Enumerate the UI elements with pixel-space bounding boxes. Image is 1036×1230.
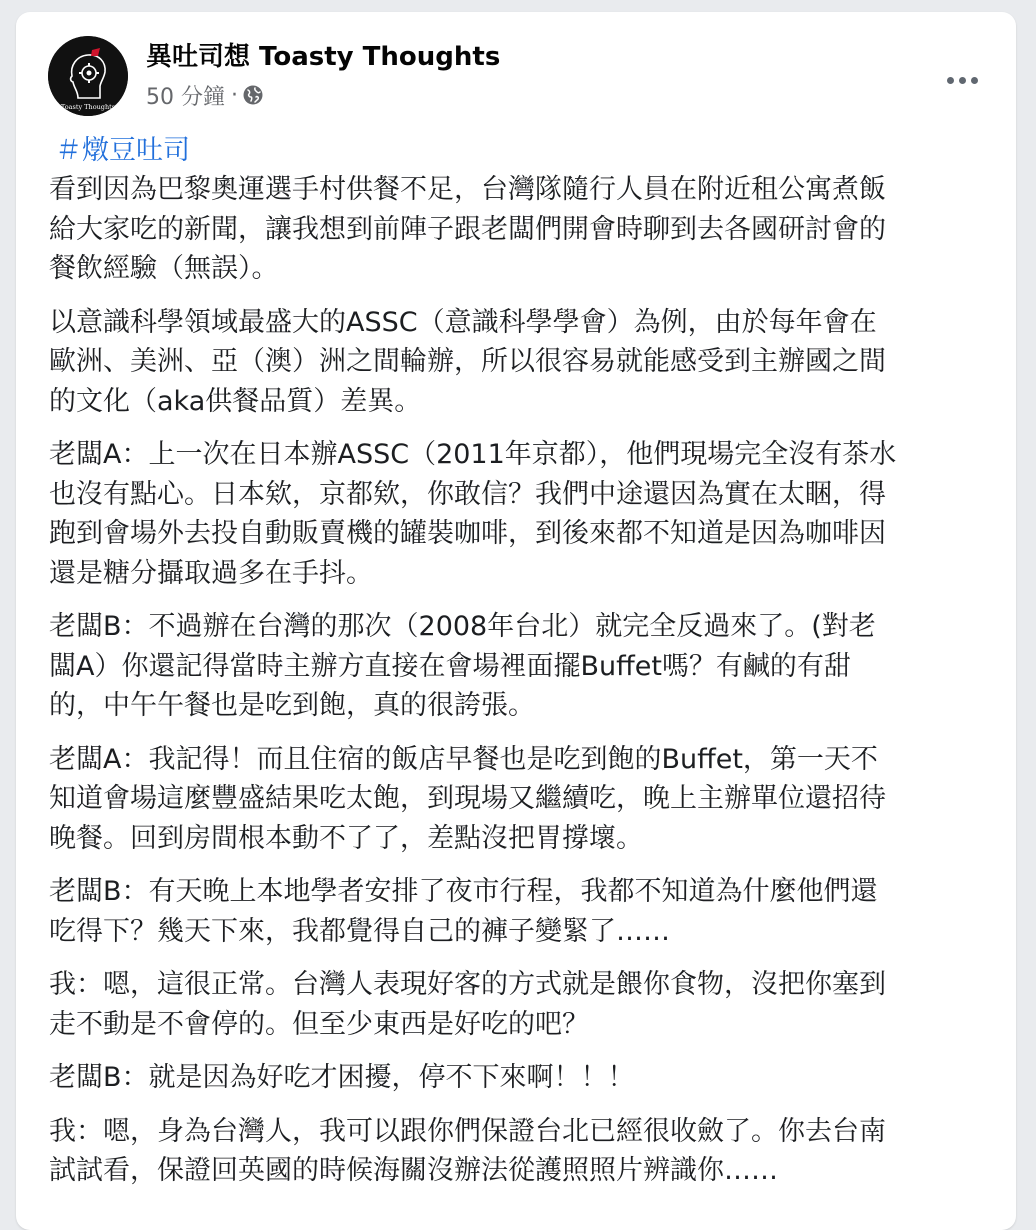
- post-paragraph-line: 我：嗯，身為台灣人，我可以跟你們保證台北已經很收斂了。你去台南: [49, 1115, 886, 1147]
- post-paragraph: [49, 607, 999, 726]
- post-paragraph: [49, 965, 999, 1044]
- hashtag-link[interactable]: ＃燉豆吐司: [55, 135, 190, 166]
- post-paragraph-line: 我：嗯，這很正常。台灣人表現好客的方式就是餵你食物，沒把你塞到: [49, 969, 886, 1000]
- more-dot: [959, 77, 966, 84]
- more-horizontal-icon: [947, 77, 954, 84]
- post-paragraphs: [49, 170, 999, 1191]
- post-header: [48, 36, 992, 116]
- post-paragraph: [49, 303, 999, 422]
- avatar-caption: Toasty Thoughts: [60, 103, 116, 111]
- post-paragraph-line: 的，中午午餐也是吃到飽，真的很誇張。: [49, 690, 535, 721]
- post-paragraph-line: 知道會場這麼豐盛結果吃太飽，到現場又繼續吃，晚上主辦單位還招待: [49, 783, 886, 814]
- post-paragraph-line: 跑到會場外去投自動販賣機的罐裝咖啡，到後來都不知道是因為咖啡因: [49, 518, 886, 549]
- post-paragraph-line: 還是糖分攝取過多在手抖。: [49, 557, 373, 589]
- post-paragraph-line: 老闆B：不過辦在台灣的那次（2008年台北）就完全反過來了。(對老: [49, 611, 876, 642]
- post-paragraph-line: 試試看，保證回英國的時候海關沒辦法從護照照片辨識你……: [49, 1155, 778, 1186]
- post-paragraph: [49, 170, 999, 289]
- post-meta: [146, 80, 264, 110]
- post-paragraph-line: 的文化（aka供餐品質）差異。: [49, 385, 422, 417]
- post-paragraph: [49, 435, 999, 593]
- page-avatar[interactable]: [48, 36, 128, 116]
- post-paragraph-line: 老闆A：上一次在日本辦ASSC（2011年京都），他們現場完全沒有茶水: [49, 439, 897, 470]
- post-paragraph-line: 給大家吃的新聞，讓我想到前陣子跟老闆們開會時聊到去各國研討會的: [49, 213, 886, 245]
- toasty-thoughts-logo: [48, 36, 128, 116]
- post-paragraph: [49, 872, 999, 951]
- post-paragraph-line: 走不動是不會停的。但至少東西是好吃的吧？: [49, 1008, 589, 1040]
- more-options-button[interactable]: [932, 60, 992, 100]
- post-timestamp[interactable]: 50 分鐘: [146, 84, 225, 110]
- post-paragraph: [49, 740, 999, 859]
- post-paragraph-line: 歐洲、美洲、亞（澳）洲之間輪辦，所以很容易就能感受到主辦國之間: [49, 346, 886, 377]
- post-paragraph-line: 餐飲經驗（無誤）。: [49, 253, 279, 284]
- post-paragraph-line: 以意識科學領域最盛大的ASSC（意識科學學會）為例，由於每年會在: [49, 306, 877, 338]
- post-text: [49, 132, 999, 1205]
- post-paragraph-line: 吃得下？幾天下來，我都覺得自己的褲子變緊了……: [49, 915, 670, 947]
- more-dot: [971, 77, 978, 84]
- post-paragraph-line: 也沒有點心。日本欸，京都欸，你敢信？我們中途還因為實在太睏，得: [49, 478, 886, 510]
- post-paragraph: [49, 1112, 999, 1191]
- post-paragraph-line: 老闆B：就是因為好吃才困擾，停不下來啊！！！: [49, 1062, 635, 1093]
- meta-separator: ·: [231, 82, 238, 108]
- page-name-link[interactable]: 異吐司想 Toasty Thoughts: [146, 42, 501, 72]
- post-paragraph-line: 闆A）你還記得當時主辦方直接在會場裡面擺Buffet嗎？有鹹的有甜: [49, 650, 851, 682]
- post-card: [16, 12, 1016, 1230]
- post-paragraph-line: 看到因為巴黎奧運選手村供餐不足，台灣隊隨行人員在附近租公寓煮飯: [49, 174, 886, 205]
- post-paragraph: [49, 1058, 999, 1098]
- globe-icon[interactable]: [242, 84, 264, 106]
- post-paragraph-line: 老闆B：有天晚上本地學者安排了夜市行程，我都不知道為什麼他們還: [49, 876, 878, 907]
- post-paragraph-line: 老闆A：我記得！而且住宿的飯店早餐也是吃到飽的Buffet，第一天不: [49, 743, 878, 775]
- post-paragraph-line: 晚餐。回到房間根本動不了了，差點沒把胃撐壞。: [49, 822, 643, 854]
